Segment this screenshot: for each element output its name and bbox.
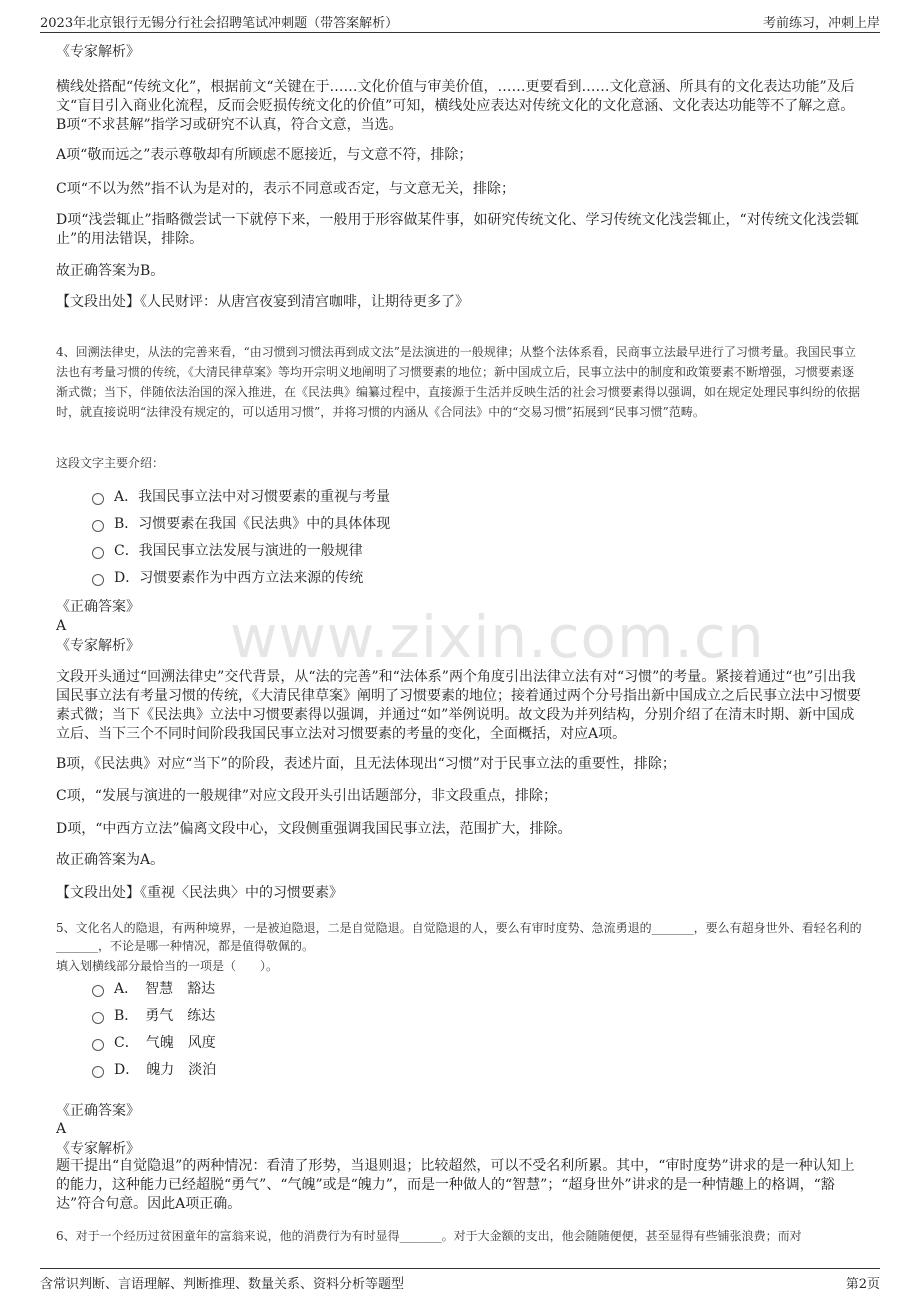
radio-icon[interactable] bbox=[92, 520, 104, 532]
q4-option-c[interactable] bbox=[92, 541, 363, 561]
radio-icon[interactable] bbox=[92, 547, 104, 559]
q4-answer: 故正确答案为A。 bbox=[56, 852, 165, 868]
q4-option-c-note: C项，“发展与演进的一般规律”对应文段开头引出话题部分，非文段重点，排除； bbox=[56, 788, 558, 804]
header-slogan: 考前练习，冲刺上岸 bbox=[762, 16, 880, 31]
radio-icon[interactable] bbox=[92, 574, 104, 586]
option-label: B．习惯要素在我国《民法典》中的具体体现 bbox=[114, 516, 391, 532]
q4-option-b[interactable] bbox=[92, 514, 390, 534]
radio-icon[interactable] bbox=[92, 493, 104, 505]
option-label: A．我国民事立法中对习惯要素的重视与考量 bbox=[114, 489, 391, 505]
page-header bbox=[40, 10, 880, 33]
option-label: C．我国民事立法发展与演进的一般规律 bbox=[114, 543, 363, 559]
q5-prompt: 填入划横线部分最恰当的一项是（ ）。 bbox=[56, 959, 279, 973]
q5-option-b[interactable] bbox=[92, 1006, 215, 1026]
q5-option-d[interactable] bbox=[92, 1060, 216, 1080]
q3-option-a-note: A项“敬而远之”表示尊敬却有所顾虑不愿接近，与文意不符，排除； bbox=[56, 147, 473, 163]
option-label: C． 气魄 风度 bbox=[114, 1035, 216, 1051]
q3-expert-label: 《专家解析》 bbox=[56, 44, 140, 60]
q5-expert-label: 《专家解析》 bbox=[56, 1141, 140, 1157]
option-label: B． 勇气 练达 bbox=[114, 1008, 216, 1024]
q5-correct-answer: A bbox=[56, 1121, 67, 1137]
q4-correct-label: 《正确答案》 bbox=[56, 599, 140, 615]
option-label: D．习惯要素作为中西方立法来源的传统 bbox=[114, 570, 364, 586]
q5-option-c[interactable] bbox=[92, 1033, 216, 1053]
q4-correct-answer: A bbox=[56, 618, 67, 634]
q3-answer: 故正确答案为B。 bbox=[56, 263, 165, 279]
q3-option-c-note: C项“不以为然”指不认为是对的，表示不同意或否定，与文意无关，排除； bbox=[56, 181, 516, 197]
q4-stem: 4、回溯法律史，从法的完善来看，“由习惯到习惯法再到成文法”是法演进的一般规律；从整个法体系看，民商事立法最早进行了习惯考量。我国民事立法也有考量习惯的传统，《大清民律草案》等均开宗明义地阐明了习惯要素的地位；新中国成立后，民事立法中的制度和政策要素不断增强，习惯要素逐渐式微；当下，伴随依法治国的深入推进，在《民法典》编纂过程中，直接源于生活并反映生活的社会习惯要素得以强调，如在规定处理民事纠纷的依据时，就直接说明“法律没有规定的，可以适用习惯”，并将习惯的内涵从《合同法》中的“交易习惯”拓展到“民事习惯”范畴。 bbox=[56, 345, 861, 419]
page-number: 第2页 bbox=[845, 1277, 880, 1292]
document-title: 2023年北京银行无锡分行社会招聘笔试冲刺题（带答案解析） bbox=[40, 16, 399, 31]
q4-prompt: 这段文字主要介绍： bbox=[56, 456, 165, 470]
option-label: A． 智慧 豁达 bbox=[114, 981, 216, 997]
q5-option-a[interactable] bbox=[92, 979, 215, 999]
q4-source: 【文段出处】《重视〈民法典〉中的习惯要素》 bbox=[56, 885, 343, 901]
footer-topics: 含常识判断、言语理解、判断推理、数量关系、资料分析等题型 bbox=[40, 1277, 405, 1292]
q4-option-d[interactable] bbox=[92, 568, 363, 588]
option-label: D． 魄力 淡泊 bbox=[114, 1062, 217, 1078]
q5-correct-label: 《正确答案》 bbox=[56, 1103, 140, 1119]
page-footer bbox=[40, 1268, 880, 1293]
radio-icon[interactable] bbox=[92, 1066, 104, 1078]
q4-option-a[interactable] bbox=[92, 487, 390, 507]
q3-option-d-note: D项“浅尝辄止”指略微尝试一下就停下来，一般用于形容做某件事，如研究传统文化、学习传统文化浅尝辄止，“对传统文化浅尝辄止”的用法错误，排除。 bbox=[56, 212, 859, 247]
radio-icon[interactable] bbox=[92, 985, 104, 997]
radio-icon[interactable] bbox=[92, 1012, 104, 1024]
watermark: www.zixin.com.cn bbox=[230, 603, 765, 671]
q4-expert-label: 《专家解析》 bbox=[56, 638, 140, 654]
q6-stem: 6、对于一个经历过贫困童年的富翁来说，他的消费行为有时显得_______。对于大金额的支出，他会随随便便，甚至显得有些铺张浪费；而对 bbox=[56, 1229, 802, 1243]
q5-stem: 5、文化名人的隐退，有两种境界，一是被迫隐退，二是自觉隐退。自觉隐退的人，要么有审时度势、急流勇退的_______，要么有超身世外、看轻名利的_______，不论是哪一种情况，都是值得敬佩的。 bbox=[56, 921, 862, 953]
q4-option-b-note: B项，《民法典》对应“当下”的阶段，表述片面，且无法体现出“习惯”对于民事立法的重要性，排除； bbox=[56, 756, 676, 772]
q3-source: 【文段出处】《人民财评：从唐宫夜宴到清宫咖啡，让期待更多了》 bbox=[56, 294, 469, 310]
q5-analysis: 题干提出“自觉隐退”的两种情况：看清了形势，当退则退；比较超然，可以不受名利所累。其中，“审时度势”讲求的是一种认知上的能力，这种能力已经超脱“勇气”、“气魄”或是“魄力”，而是一种做人的“智慧”；“超身世外”讲求的是一种情趣上的格调，“豁达”符合句意。因此A项正确。 bbox=[56, 1158, 855, 1212]
q3-analysis: 横线处搭配“传统文化”，根据前文“关键在于……文化价值与审美价值，……更要看到……文化意涵、所具有的文化表达功能”及后文“盲目引入商业化流程，反而会贬损传统文化的价值”可知，横线处应表达对传统文化的文化意涵、文化表达功能等不了解之意。B项“不求甚解”指学习或研究不认真，符合文意，当选。 bbox=[56, 79, 855, 133]
q4-option-d-note: D项，“中西方立法”偏离文段中心，文段侧重强调我国民事立法，范围扩大，排除。 bbox=[56, 821, 572, 837]
q4-analysis: 文段开头通过“回溯法律史”交代背景，从“法的完善”和“法体系”两个角度引出法律立法有对“习惯”的考量。紧接着通过“也”引出我国民事立法有考量习惯的传统，《大清民律草案》阐明了习惯要素的地位；接着通过两个分号指出新中国成立之后民事立法中习惯要素式微；当下《民法典》立法中习惯要素得以强调，并通过“如”举例说明。故文段为并列结构，分别介绍了在清末时期、新中国成立后、当下三个不同时间阶段我国民事立法对习惯要素的考量的变化，全面概括，对应A项。 bbox=[56, 669, 861, 742]
radio-icon[interactable] bbox=[92, 1039, 104, 1051]
